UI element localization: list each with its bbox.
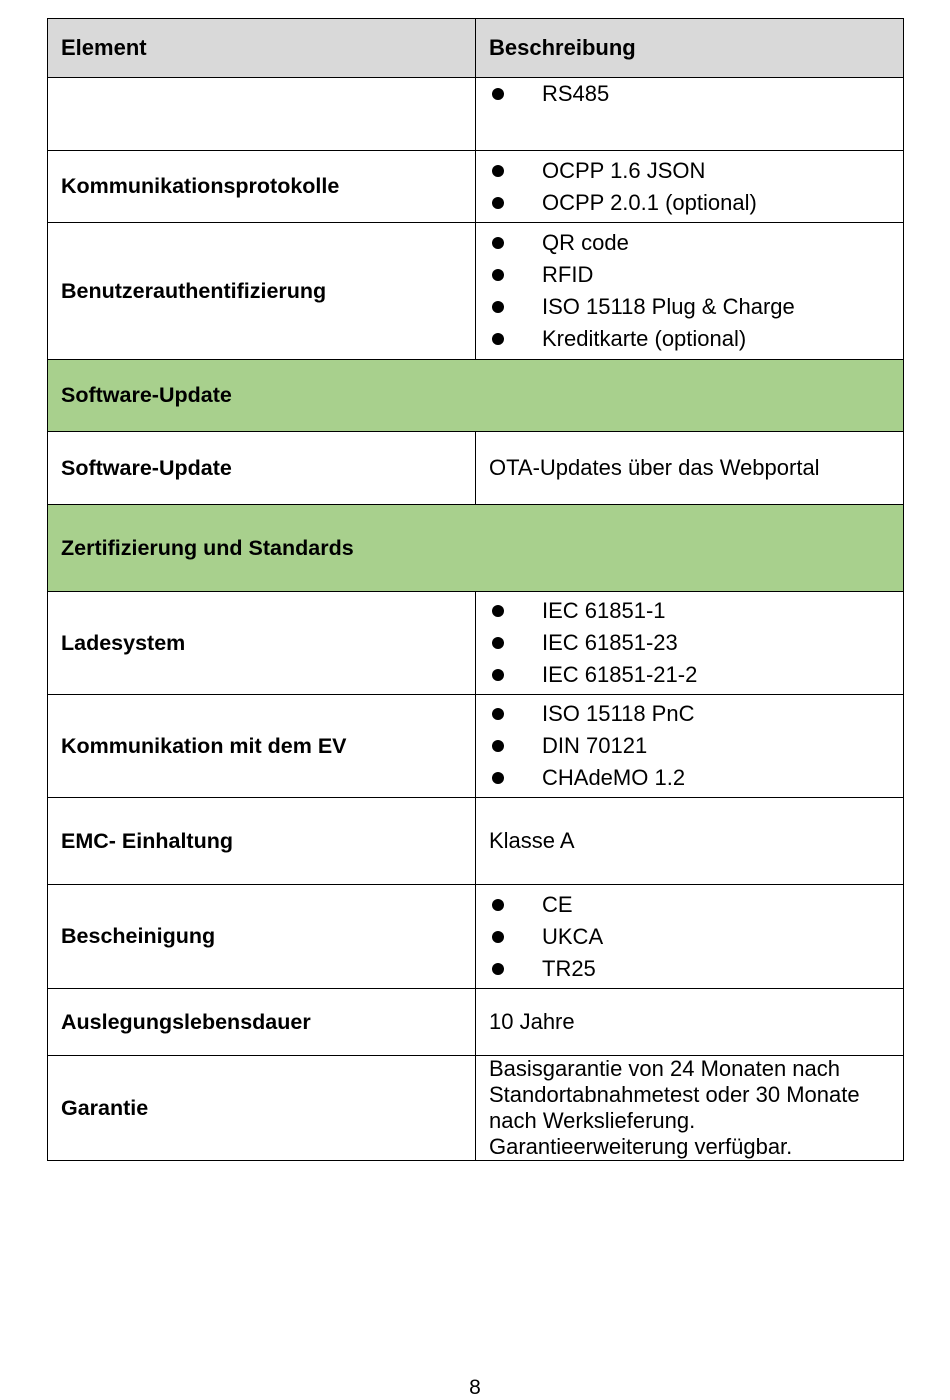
header-element: Element (48, 19, 476, 78)
list-item: IEC 61851-1 (489, 595, 890, 627)
table-row-charging-system (48, 592, 904, 695)
list-item: CE (489, 889, 890, 921)
row-description: Klasse A (476, 798, 904, 885)
table-row-software-update (48, 432, 904, 505)
bullet-icon (492, 237, 504, 249)
bullet-icon (492, 269, 504, 281)
row-label: Garantie (48, 1056, 476, 1161)
bullet-icon (492, 708, 504, 720)
list-item: IEC 61851-21-2 (489, 659, 890, 691)
list-item: RFID (489, 259, 890, 291)
list-item: Kreditkarte (optional) (489, 323, 890, 355)
row-description (476, 223, 904, 360)
row-label: Kommunikationsprotokolle (48, 151, 476, 223)
row-label: Benutzerauthentifizierung (48, 223, 476, 360)
bullet-icon (492, 963, 504, 975)
row-description (476, 885, 904, 989)
row-description (476, 695, 904, 798)
row-label: Software-Update (48, 432, 476, 505)
warranty-line: Basisgarantie von 24 Monaten nach (489, 1056, 841, 1081)
bullet-icon (492, 899, 504, 911)
warranty-line: Standortabnahmetest oder 30 Monate (489, 1082, 860, 1107)
bullet-icon (492, 740, 504, 752)
table-row-design-lifetime (48, 989, 904, 1056)
bullet-icon (492, 772, 504, 784)
section-heading: Software-Update (48, 360, 904, 432)
table-row-emc (48, 798, 904, 885)
bullet-icon (492, 88, 504, 100)
row-description: OTA-Updates über das Webportal (476, 432, 904, 505)
bullet-icon (492, 637, 504, 649)
bullet-icon (492, 301, 504, 313)
bullet-icon (492, 669, 504, 681)
warranty-line: nach Werkslieferung. (489, 1108, 696, 1133)
bullet-icon (492, 931, 504, 943)
section-row-certification (48, 505, 904, 592)
row-label: Kommunikation mit dem EV (48, 695, 476, 798)
row-description (476, 151, 904, 223)
bullet-icon (492, 333, 504, 345)
table-row-ev-communication (48, 695, 904, 798)
list-item: ISO 15118 Plug & Charge (489, 291, 890, 323)
section-row-software-update (48, 360, 904, 432)
header-description: Beschreibung (476, 19, 904, 78)
continuation-description-cell (476, 78, 904, 151)
list-item: IEC 61851-23 (489, 627, 890, 659)
table-row-certificate (48, 885, 904, 989)
continuation-label-cell (48, 78, 476, 151)
table-header-row (48, 19, 904, 78)
table-row-continuation (48, 78, 904, 151)
list-item: CHAdeMO 1.2 (489, 762, 890, 794)
specification-table (47, 18, 904, 1161)
table-row-warranty (48, 1056, 904, 1161)
list-item: ISO 15118 PnC (489, 698, 890, 730)
list-item: QR code (489, 227, 890, 259)
table-row-user-authentication (48, 223, 904, 360)
warranty-line: Garantieerweiterung verfügbar. (489, 1134, 793, 1159)
row-label: Auslegungslebensdauer (48, 989, 476, 1056)
list-item: OCPP 2.0.1 (optional) (489, 187, 890, 219)
bullet-icon (492, 197, 504, 209)
list-item: OCPP 1.6 JSON (489, 155, 890, 187)
bullet-icon (492, 165, 504, 177)
list-item: UKCA (489, 921, 890, 953)
list-item: DIN 70121 (489, 730, 890, 762)
section-heading: Zertifizierung und Standards (48, 505, 904, 592)
row-description (476, 1056, 904, 1161)
row-description: 10 Jahre (476, 989, 904, 1056)
page-number: 8 (469, 1376, 481, 1399)
table-row-communication-protocols (48, 151, 904, 223)
list-item: RS485 (489, 78, 890, 110)
row-label: EMC- Einhaltung (48, 798, 476, 885)
row-label: Bescheinigung (48, 885, 476, 989)
row-label: Ladesystem (48, 592, 476, 695)
list-item: TR25 (489, 953, 890, 985)
row-description (476, 592, 904, 695)
bullet-icon (492, 605, 504, 617)
